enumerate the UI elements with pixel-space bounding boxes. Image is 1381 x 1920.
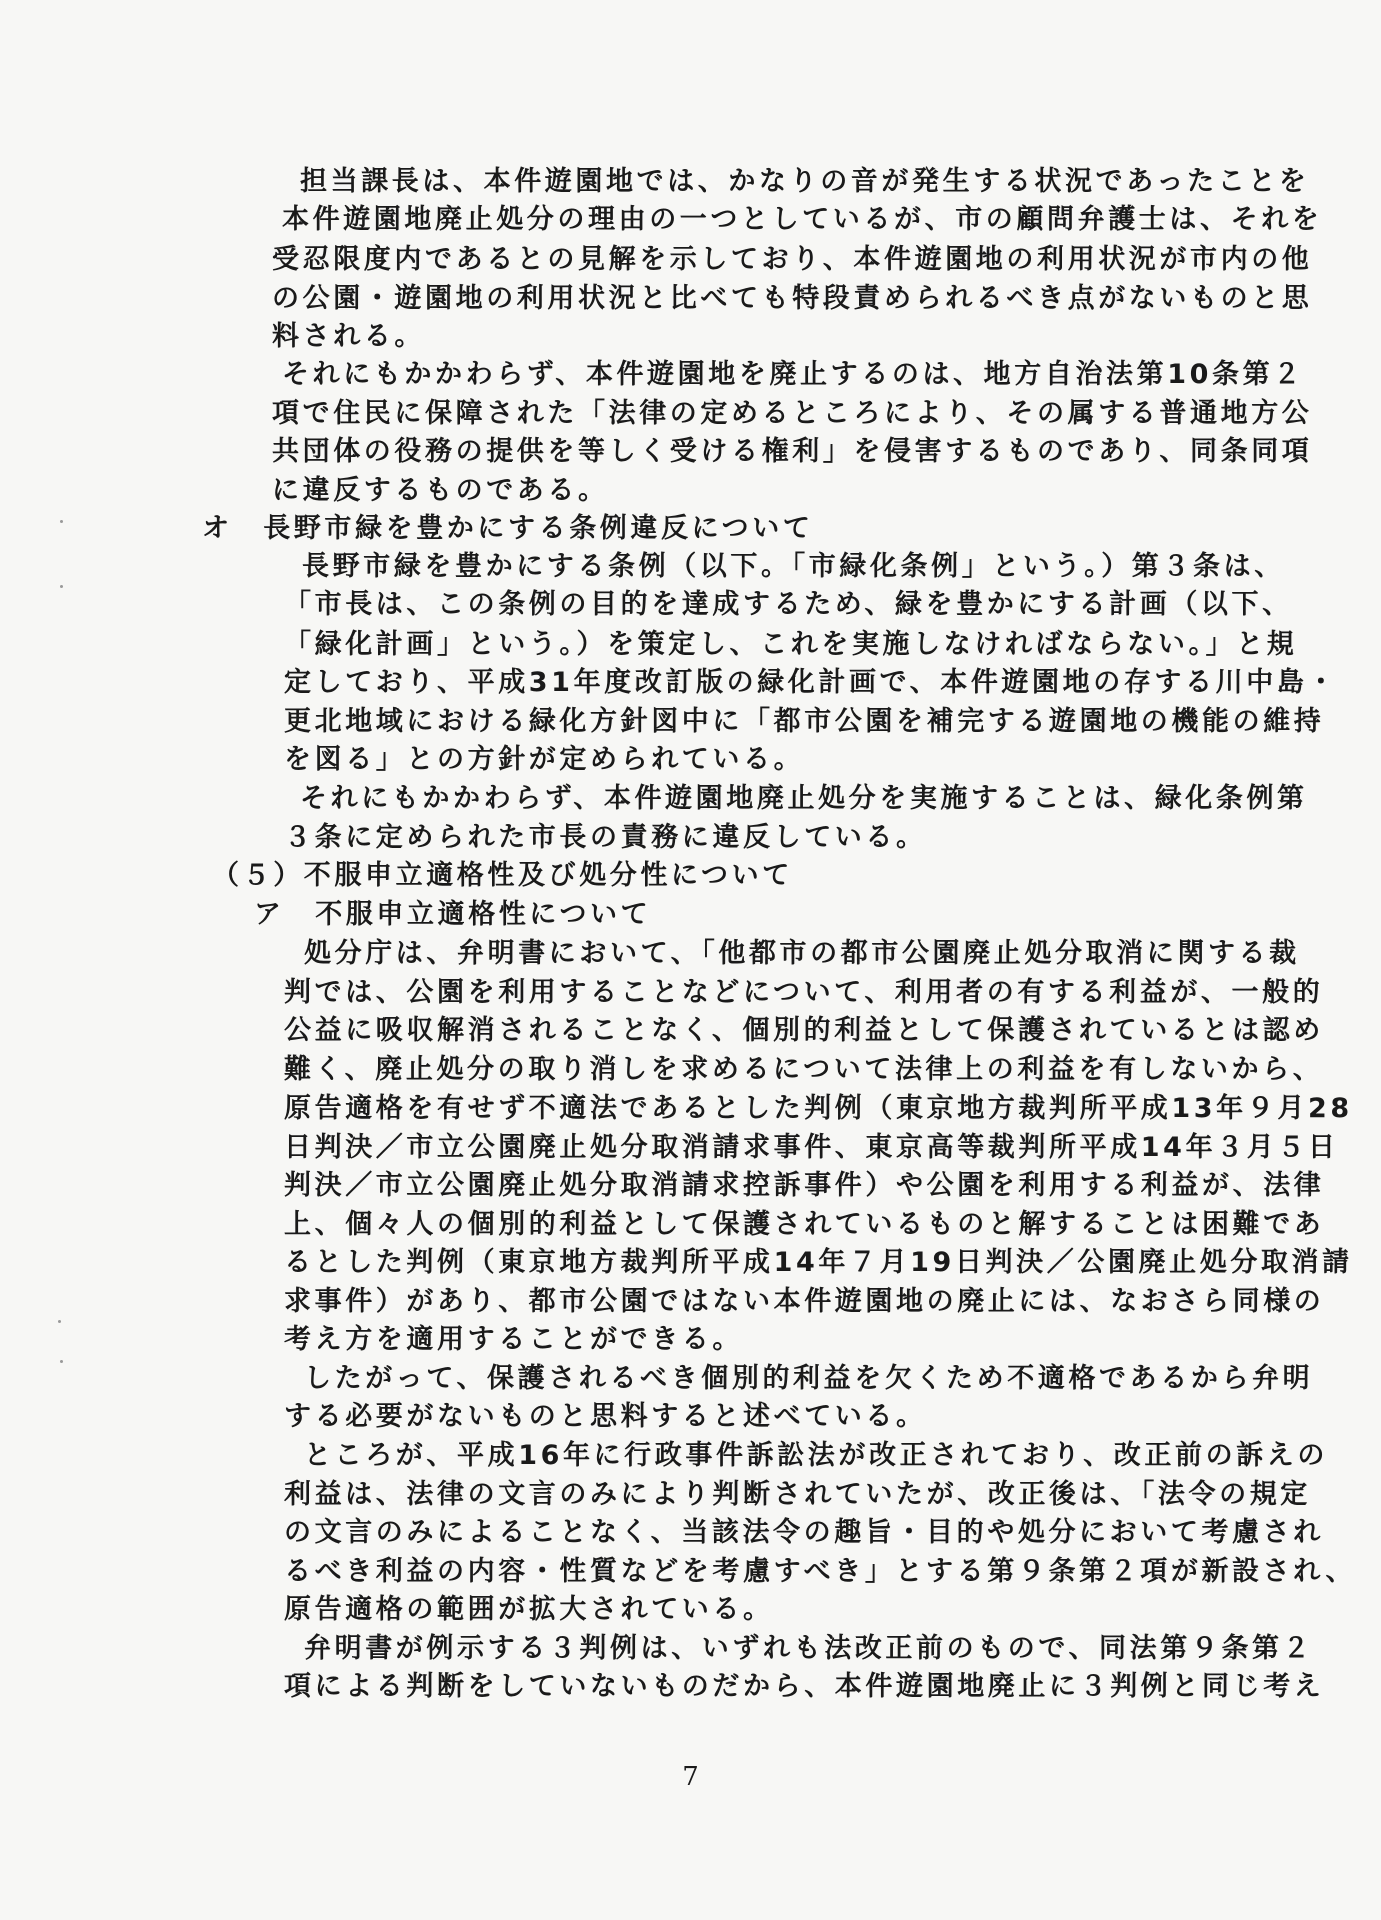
- text-line: したがって、保護されるべき個別的利益を欠くため不適格であるから弁明: [304, 1363, 1314, 1394]
- text-line: 原告適格の範囲が拡大されている。: [284, 1594, 774, 1625]
- text-line: に違反するものである。: [272, 475, 609, 506]
- page-number: 7: [682, 1762, 699, 1792]
- text-line: るべき利益の内容・性質などを考慮すべき」とする第９条第２項が新設され、: [284, 1556, 1357, 1587]
- scan-speck: [60, 1360, 63, 1363]
- text-line: 原告適格を有せず不適法であるとした判例（東京地方裁判所平成13年９月28: [284, 1093, 1353, 1124]
- text-line: 日判決／市立公園廃止処分取消請求事件、東京高等裁判所平成14年３月５日: [284, 1132, 1339, 1163]
- text-line: 項による判断をしていないものだから、本件遊園地廃止に３判例と同じ考え: [284, 1671, 1325, 1702]
- scan-speck: [58, 1320, 61, 1323]
- text-line: 上、個々人の個別的利益として保護されているものと解することは困難であ: [284, 1209, 1325, 1240]
- text-line: ところが、平成16年に行政事件訴訟法が改正されており、改正前の訴えの: [304, 1440, 1328, 1471]
- text-line: の公園・遊園地の利用状況と比べても特段責められるべき点がないものと思: [272, 283, 1313, 314]
- text-line: ア 不服申立適格性について: [254, 899, 652, 930]
- text-line: 担当課長は、本件遊園地では、かなりの音が発生する状況であったことを: [300, 166, 1310, 197]
- text-line: 更北地域における緑化方針図中に「都市公園を補完する遊園地の機能の維持: [284, 706, 1325, 737]
- scan-speck: [60, 520, 63, 523]
- text-line: 受忍限度内であるとの見解を示しており、本件遊園地の利用状況が市内の他: [272, 244, 1313, 275]
- text-line: 公益に吸収解消されることなく、個別的利益として保護されているとは認め: [284, 1015, 1324, 1046]
- text-line: 料される。: [272, 321, 425, 352]
- text-line: を図る」との方針が定められている。: [284, 744, 805, 775]
- text-line: 定しており、平成31年度改訂版の緑化計画で、本件遊園地の存する川中島・: [284, 667, 1339, 698]
- text-line: それにもかかわらず、本件遊園地廃止処分を実施することは、緑化条例第: [300, 783, 1308, 814]
- text-line: 難く、廃止処分の取り消しを求めるについて法律上の利益を有しないから、: [284, 1054, 1324, 1085]
- text-line: 判決／市立公園廃止処分取消請求控訴事件）や公園を利用する利益が、法律: [284, 1170, 1325, 1201]
- text-line: 長野市緑を豊かにする条例（以下。「市緑化条例」という。）第３条は、: [302, 551, 1285, 582]
- text-line: の文言のみによることなく、当該法令の趣旨・目的や処分において考慮され: [284, 1517, 1324, 1548]
- text-line: 判では、公園を利用することなどについて、利用者の有する利益が、一般的: [284, 977, 1324, 1008]
- text-line: 利益は、法律の文言のみにより判断されていたが、改正後は、「法令の規定: [284, 1479, 1311, 1510]
- text-line: 考え方を適用することができる。: [284, 1324, 743, 1355]
- text-line: オ 長野市緑を豊かにする条例違反について: [202, 513, 814, 544]
- text-line: 本件遊園地廃止処分の理由の一つとしているが、市の顧問弁護士は、それを: [282, 204, 1323, 235]
- text-line: （５）不服申立適格性及び処分性について: [212, 860, 793, 891]
- text-line: るとした判例（東京地方裁判所平成14年７月19日判決／公園廃止処分取消請: [284, 1247, 1353, 1278]
- text-line: する必要がないものと思料すると述べている。: [284, 1401, 927, 1432]
- text-line: 求事件）があり、都市公園ではない本件遊園地の廃止には、なおさら同様の: [284, 1286, 1325, 1317]
- text-line: 共団体の役務の提供を等しく受ける権利」を侵害するものであり、同条同項: [272, 436, 1313, 467]
- text-line: 処分庁は、弁明書において、「他都市の都市公園廃止処分取消に関する裁: [304, 938, 1300, 969]
- scan-speck: [60, 585, 63, 588]
- text-line: 弁明書が例示する３判例は、いずれも法改正前のもので、同法第９条第２: [304, 1633, 1314, 1664]
- text-line: 「市長は、この条例の目的を達成するため、緑を豊かにする計画（以下、: [284, 589, 1293, 620]
- text-line: それにもかかわらず、本件遊園地を廃止するのは、地方自治法第10条第２: [282, 359, 1304, 390]
- text-line: ３条に定められた市長の責務に違反している。: [284, 822, 927, 853]
- text-line: 項で住民に保障された「法律の定めるところにより、その属する普通地方公: [272, 398, 1313, 429]
- text-line: 「緑化計画」という。）を策定し、これを実施しなければならない。」と規: [284, 629, 1298, 660]
